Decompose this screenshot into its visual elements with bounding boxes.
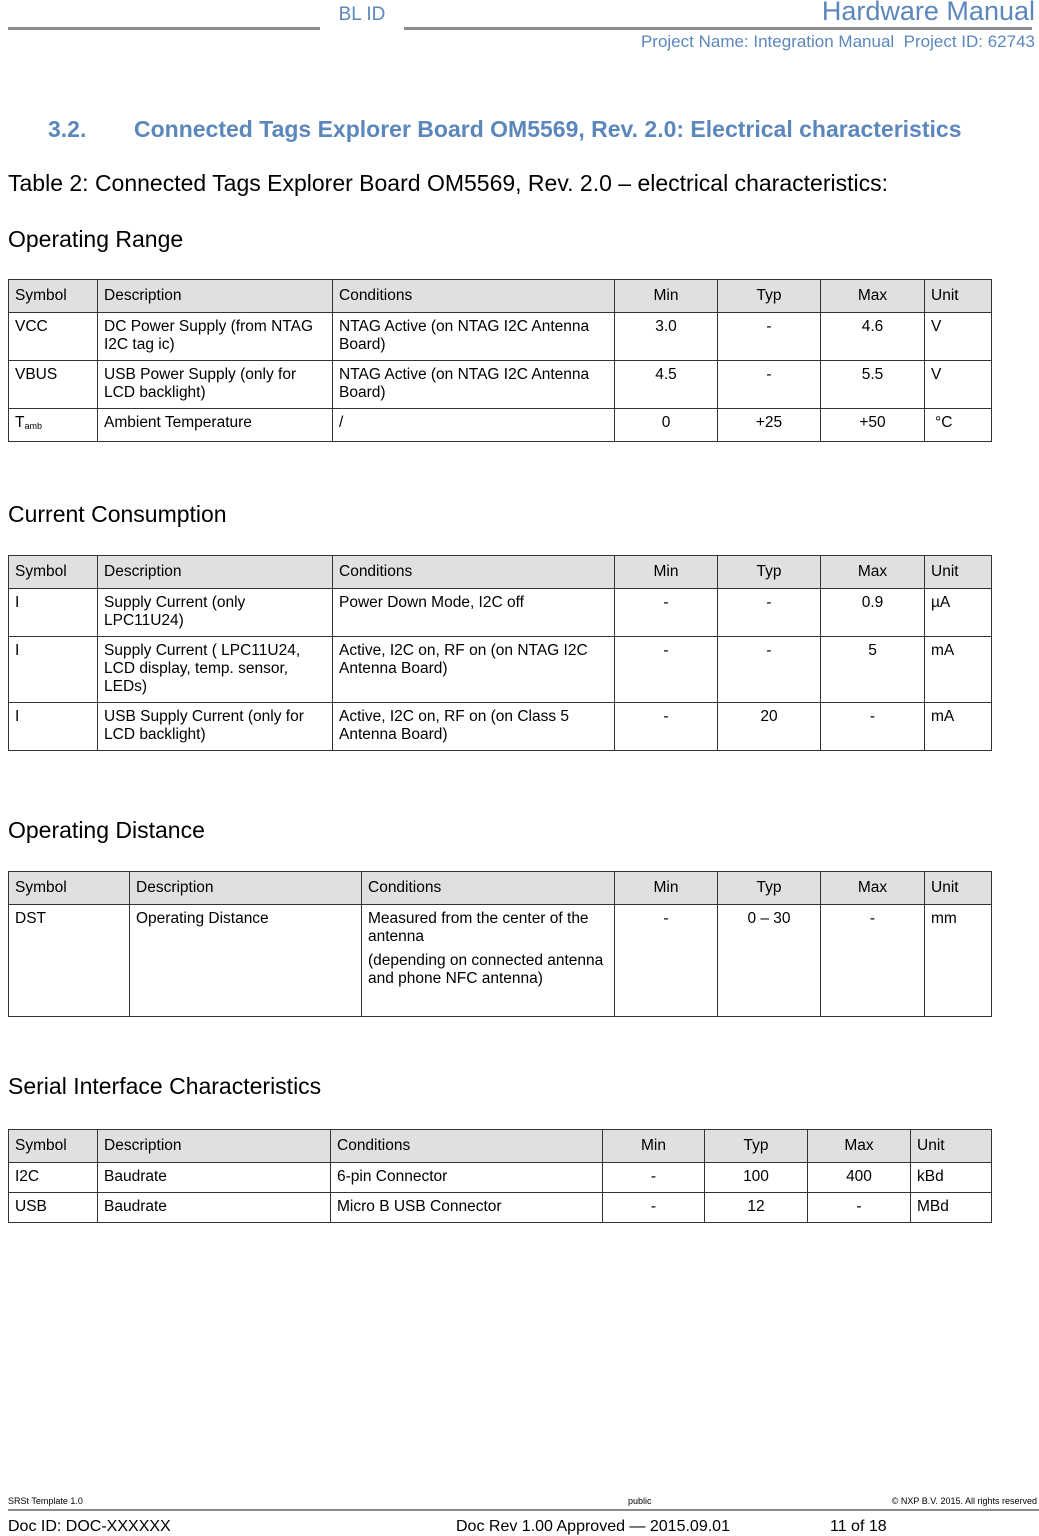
cell-max: 4.6 (821, 313, 925, 361)
header-max: Max (821, 872, 925, 905)
section-title: Connected Tags Explorer Board OM5569, Rev. 2.0: Electrical characteristics (134, 116, 962, 142)
cell-min: - (603, 1163, 705, 1193)
cell-description: Baudrate (98, 1193, 331, 1223)
header-description: Description (130, 872, 362, 905)
cell-description: Baudrate (98, 1163, 331, 1193)
header-typ: Typ (705, 1130, 808, 1163)
cell-typ: 0 – 30 (718, 905, 821, 1017)
header-min: Min (615, 872, 718, 905)
header-min: Min (603, 1130, 705, 1163)
cell-max: 0.9 (821, 589, 925, 637)
cell-min: 3.0 (615, 313, 718, 361)
table-row (9, 905, 992, 1017)
header-symbol: Symbol (9, 280, 98, 313)
cell-max: 5.5 (821, 361, 925, 409)
table-row (9, 637, 992, 703)
cell-unit: mA (925, 703, 992, 751)
cell-conditions: Active, I2C on, RF on (on NTAG I2C Antenna Board) (333, 637, 615, 703)
cell-symbol: USB (9, 1193, 98, 1223)
current-consumption-heading: Current Consumption (8, 501, 227, 527)
header-unit: Unit (925, 556, 992, 589)
table-header-row (9, 280, 992, 313)
serial-interface-table (8, 1129, 992, 1223)
cell-conditions: NTAG Active (on NTAG I2C Antenna Board) (333, 361, 615, 409)
header-conditions: Conditions (333, 556, 615, 589)
cell-conditions: NTAG Active (on NTAG I2C Antenna Board) (333, 313, 615, 361)
operating-distance-table (8, 871, 992, 1017)
cell-unit: V (925, 361, 992, 409)
operating-range-heading: Operating Range (8, 226, 184, 252)
cell-symbol: VBUS (9, 361, 98, 409)
conditions-note: (depending on connected antenna and phone NFC antenna) (368, 952, 604, 987)
footer-page-number: 11 of 18 (830, 1518, 887, 1535)
cell-typ: - (718, 361, 821, 409)
cell-symbol: VCC (9, 313, 98, 361)
cell-max: - (808, 1193, 911, 1223)
footer-doc-rev: Doc Rev 1.00 Approved — 2015.09.01 (456, 1518, 730, 1535)
header-conditions: Conditions (333, 280, 615, 313)
conditions-main: Measured from the center of the antenna (368, 910, 589, 945)
table-header-row (9, 872, 992, 905)
symbol-subscript: amb (24, 421, 42, 431)
cell-conditions: Micro B USB Connector (331, 1193, 603, 1223)
footer-classification: public (628, 1496, 652, 1506)
table-row (9, 409, 992, 442)
cell-symbol: I2C (9, 1163, 98, 1193)
cell-description: Operating Distance (130, 905, 362, 1017)
cell-symbol (9, 409, 98, 442)
cell-max: 5 (821, 637, 925, 703)
header-rule-right (404, 27, 1032, 30)
cell-max: +50 (821, 409, 925, 442)
header-rule-left (8, 27, 320, 30)
current-consumption-table (8, 555, 992, 751)
section-number: 3.2. (48, 116, 87, 142)
cell-min: - (603, 1193, 705, 1223)
header-unit: Unit (925, 280, 992, 313)
table-row (9, 1193, 992, 1223)
cell-conditions (362, 905, 615, 1017)
cell-unit: V (925, 313, 992, 361)
header-typ: Typ (718, 280, 821, 313)
cell-description: USB Power Supply (only for LCD backlight) (98, 361, 333, 409)
table-row (9, 703, 992, 751)
cell-min: - (615, 589, 718, 637)
cell-typ: 20 (718, 703, 821, 751)
header-description: Description (98, 1130, 331, 1163)
header-symbol: Symbol (9, 556, 98, 589)
cell-description: Supply Current ( LPC11U24, LCD display, temp. sensor, LEDs) (98, 637, 333, 703)
header-conditions: Conditions (331, 1130, 603, 1163)
cell-description: USB Supply Current (only for LCD backlight) (98, 703, 333, 751)
serial-interface-heading: Serial Interface Characteristics (8, 1073, 322, 1099)
cell-symbol: I (9, 703, 98, 751)
cell-max: - (821, 703, 925, 751)
footer-copyright: © NXP B.V. 2015. All rights reserved (891, 1496, 1037, 1506)
cell-min: 4.5 (615, 361, 718, 409)
cell-min: - (615, 637, 718, 703)
table-header-row (9, 1130, 992, 1163)
cell-symbol: I (9, 637, 98, 703)
header-unit: Unit (925, 872, 992, 905)
table-row (9, 589, 992, 637)
cell-min: - (615, 703, 718, 751)
table-row (9, 1163, 992, 1193)
footer-doc-id: Doc ID: DOC-XXXXXX (8, 1518, 171, 1535)
cell-typ: +25 (718, 409, 821, 442)
header-manual-title: Hardware Manual (821, 0, 1035, 26)
header-typ: Typ (718, 872, 821, 905)
header-typ: Typ (718, 556, 821, 589)
table-header-row (9, 556, 992, 589)
header-bl-id: BL ID (338, 4, 386, 25)
header-max: Max (808, 1130, 911, 1163)
cell-min: 0 (615, 409, 718, 442)
header-symbol: Symbol (9, 1130, 98, 1163)
cell-max: 400 (808, 1163, 911, 1193)
cell-max: - (821, 905, 925, 1017)
cell-description: Ambient Temperature (98, 409, 333, 442)
cell-unit: kBd (911, 1163, 992, 1193)
table-row (9, 361, 992, 409)
cell-unit: mA (925, 637, 992, 703)
header-unit: Unit (911, 1130, 992, 1163)
table-row (9, 313, 992, 361)
cell-typ: - (718, 637, 821, 703)
cell-typ: 12 (705, 1193, 808, 1223)
cell-min: - (615, 905, 718, 1017)
operating-range-table (8, 279, 992, 442)
cell-unit: MBd (911, 1193, 992, 1223)
cell-description: DC Power Supply (from NTAG I2C tag ic) (98, 313, 333, 361)
cell-description: Supply Current (only LPC11U24) (98, 589, 333, 637)
cell-symbol: DST (9, 905, 130, 1017)
cell-conditions: / (333, 409, 615, 442)
header-min: Min (615, 556, 718, 589)
cell-unit: °C (925, 409, 992, 442)
header-description: Description (98, 556, 333, 589)
header-project-line: Project Name: Integration Manual Project ID: 62743 (640, 32, 1035, 51)
header-max: Max (821, 556, 925, 589)
header-symbol: Symbol (9, 872, 130, 905)
table-caption: Table 2: Connected Tags Explorer Board OM5569, Rev. 2.0 – electrical characteristics: (8, 170, 888, 196)
cell-typ: - (718, 313, 821, 361)
cell-conditions: Active, I2C on, RF on (on Class 5 Antenna Board) (333, 703, 615, 751)
cell-unit: mm (925, 905, 992, 1017)
cell-typ: - (718, 589, 821, 637)
cell-conditions: 6-pin Connector (331, 1163, 603, 1193)
cell-conditions: Power Down Mode, I2C off (333, 589, 615, 637)
footer-rule (8, 1509, 1039, 1511)
footer-template: SRSt Template 1.0 (8, 1496, 83, 1506)
header-min: Min (615, 280, 718, 313)
header-max: Max (821, 280, 925, 313)
cell-unit: µA (925, 589, 992, 637)
header-conditions: Conditions (362, 872, 615, 905)
operating-distance-heading: Operating Distance (8, 817, 205, 843)
symbol-main: T (15, 414, 25, 431)
cell-symbol: I (9, 589, 98, 637)
header-description: Description (98, 280, 333, 313)
cell-typ: 100 (705, 1163, 808, 1193)
